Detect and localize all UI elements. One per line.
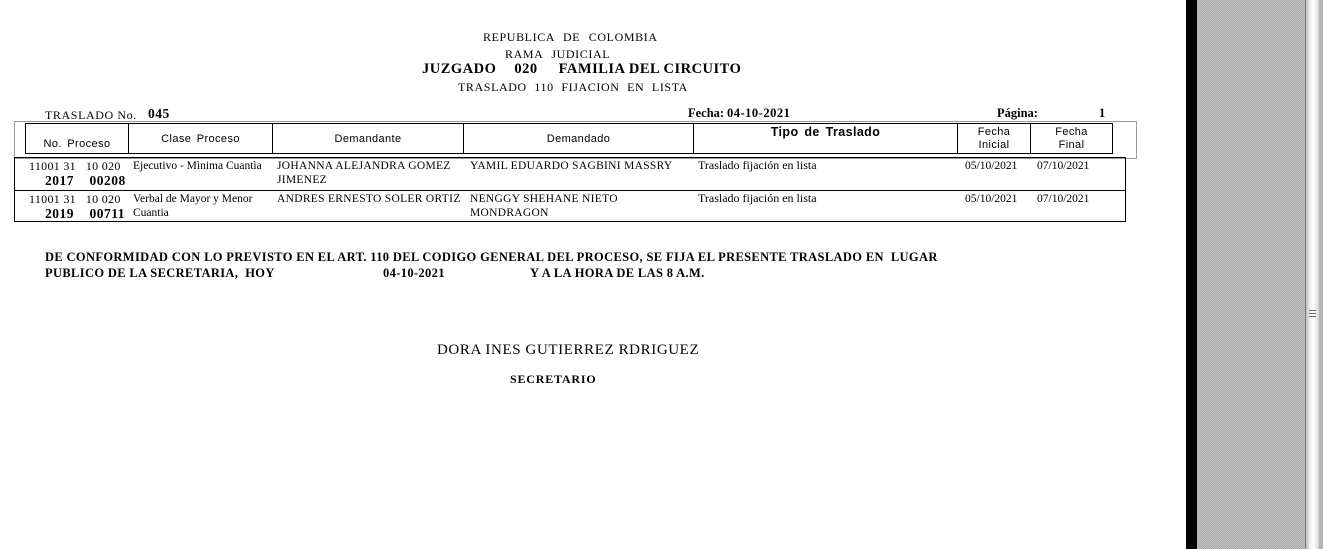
app-background [1197,0,1305,549]
cell-demandado: NENGGY SHEHANE NIETO MONDRAGON [470,193,618,219]
cell-fecha-final: 07/10/2021 [1037,160,1090,172]
fecha-value: 04-10-2021 [727,106,791,120]
col-header-demandante [273,124,464,153]
cell-fecha-inicial: 05/10/2021 [965,193,1018,205]
proceso-anio-numero: 2019 00711 [45,206,126,221]
letterhead-subtitle: TRASLADO 110 FIJACION EN LISTA [458,80,688,94]
fecha-label: Fecha: [688,106,725,120]
splitter-grip-icon[interactable] [1309,310,1316,319]
col-header-label: Demandante [334,132,402,145]
col-header-no-proceso [26,124,129,153]
table-body [14,157,1126,222]
proceso-radicado: 11001 31 10 020 [29,192,121,206]
cell-clase-proceso: Verbal de Mayor y Menor Cuantia [133,193,253,219]
notice-line2-prefix: PUBLICO DE LA SECRETARIA, HOY [45,266,275,280]
col-header-demandado [464,124,694,153]
col-header-tipo-traslado [694,124,958,153]
notice-date: 04-10-2021 [383,266,445,280]
court-name: FAMILIA DEL CIRCUITO [558,61,742,77]
col-header-label: Demandado [546,132,611,145]
col-header-clase-proceso [129,124,273,153]
notice-line2 [45,266,905,281]
cell-no-proceso [29,159,139,189]
scrollbar-track[interactable] [1305,0,1319,549]
table-header-row [25,123,1113,154]
letterhead-republic: REPUBLICA DE COLOMBIA [483,30,658,44]
page-edge-bar [1186,0,1197,549]
cell-demandante: ANDRES ERNESTO SOLER ORTIZ [277,193,461,205]
col-header-label: Final [1058,139,1085,151]
col-header-label: Clase Proceso [161,132,240,145]
court-label: JUZGADO [422,61,497,77]
col-header-label: Inicial [978,139,1010,151]
letterhead-court [422,61,741,78]
cell-tipo-traslado: Traslado fijación en lista [698,158,817,172]
cell-demandado: YAMIL EDUARDO SAGBINI MASSRY [470,160,673,172]
col-header-label: Fecha [977,126,1011,138]
col-header-fecha-final [1031,124,1112,153]
letterhead-branch: RAMA JUDICIAL [505,47,611,61]
cell-demandante: JOHANNA ALEJANDRA GOMEZ JIMENEZ [277,160,451,186]
pagina-label: Página: [997,106,1038,120]
col-header-label: Fecha [1055,126,1088,138]
col-header-label: No. Proceso [43,138,111,150]
cell-fecha-final: 07/10/2021 [1037,193,1090,205]
cell-tipo-traslado: Traslado fijación en lista [698,191,817,205]
pagina-value: 1 [1099,106,1106,120]
cell-no-proceso [29,192,139,222]
col-header-fecha-inicial [958,124,1031,153]
legal-notice [45,250,938,281]
notice-line1: DE CONFORMIDAD CON LO PREVISTO EN EL ART. 110 DEL CODIGO GENERAL DEL PROCESO, SE FIJA EL PRESENTE TRASLADO EN LUGAR [45,250,938,264]
court-number: 020 [514,61,538,77]
table-row [15,191,1125,223]
secretary-name: DORA INES GUTIERREZ RDRIGUEZ [437,342,700,358]
window-edge [1319,0,1323,549]
secretary-title: SECRETARIO [510,372,597,386]
traslado-no-label: TRASLADO No. [45,108,137,122]
traslado-no-value: 045 [148,106,170,121]
table-row [15,158,1125,191]
col-header-label: Tipo de Traslado [770,125,881,139]
notice-hour: Y A LA HORA DE LAS 8 A.M. [530,266,705,280]
proceso-anio-numero: 2017 00208 [45,173,126,188]
cell-fecha-inicial: 05/10/2021 [965,160,1018,172]
cell-clase-proceso: Ejecutivo - Mìnima Cuantìa [133,160,262,172]
proceso-radicado: 11001 31 10 020 [29,159,121,173]
